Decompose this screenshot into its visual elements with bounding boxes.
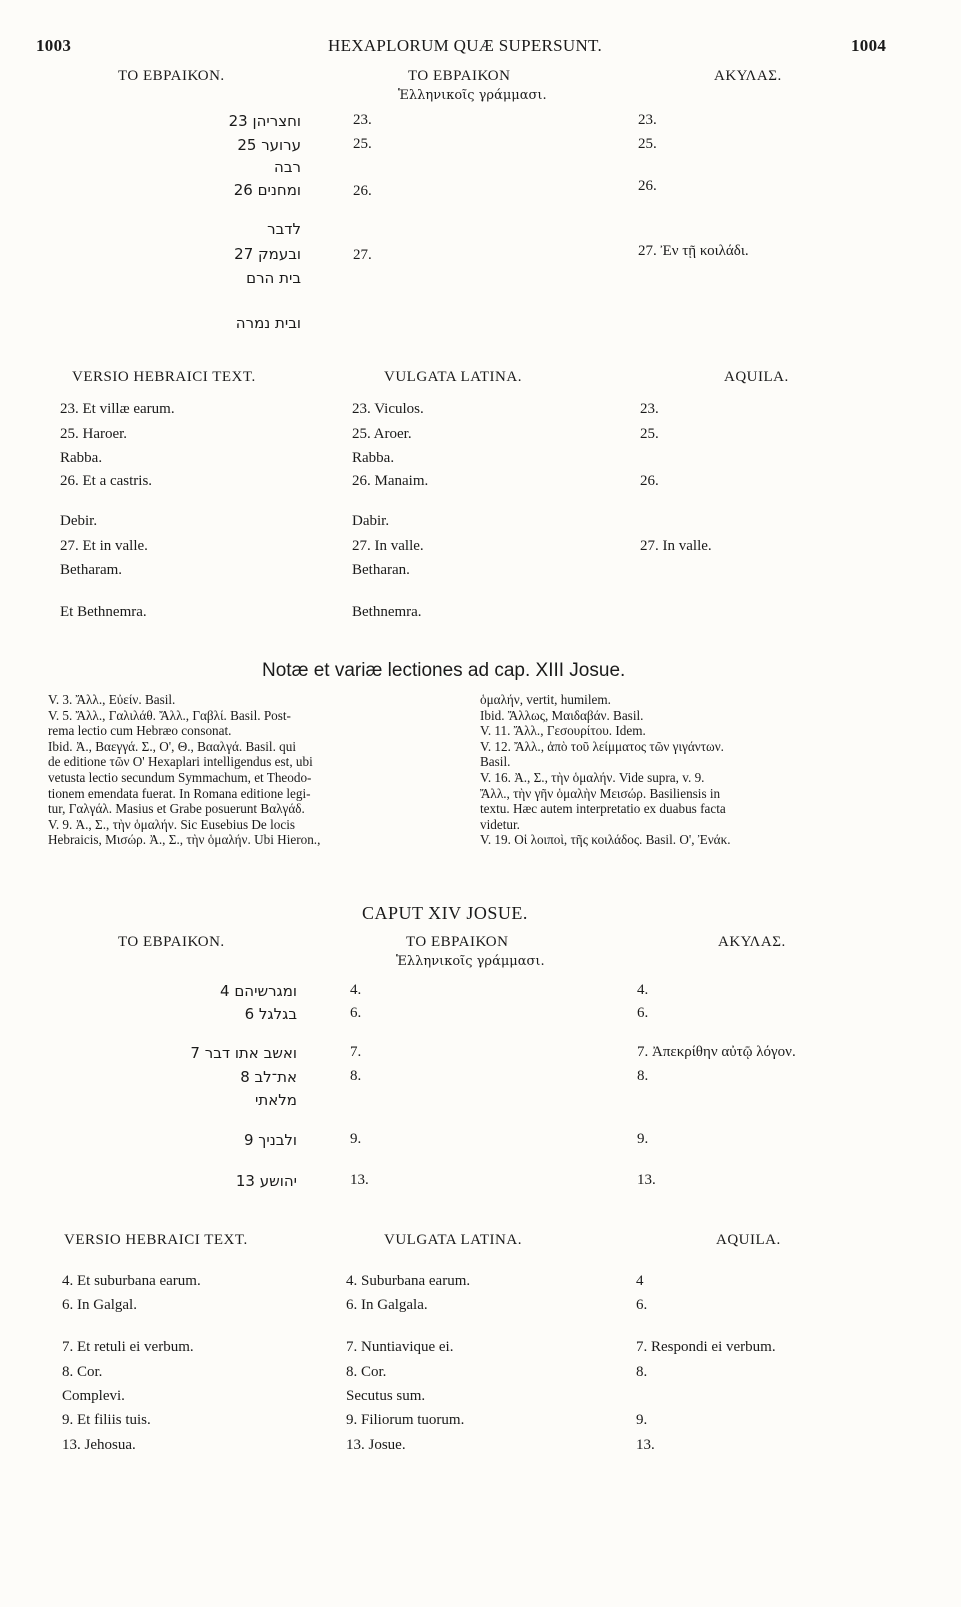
s2-aquila-line: 8. (637, 1068, 649, 1084)
s1-aquila-line: 25. (638, 136, 657, 152)
s2-aquila-latin-line: 9. (636, 1412, 648, 1428)
s2-vulgata-line: Secutus sum. (346, 1388, 426, 1404)
right-page-number: 1004 (851, 36, 887, 55)
s2-aquila-line: 9. (637, 1131, 649, 1147)
s2-greek-letters-col-heading: ΤΟ ΕΒΡΑΙΚΟΝ (406, 934, 509, 950)
s2-aquila-latin-line: 8. (636, 1364, 648, 1380)
s1-hebrew-line: לדבר (267, 220, 301, 238)
caput-heading: CAPUT XIV JOSUE. (362, 903, 528, 923)
s2-versio-line: 9. Et filiis tuis. (62, 1412, 151, 1428)
s1-hebrew-line: ובעמק 27 (234, 245, 301, 263)
s2-aquila-line: 13. (637, 1172, 656, 1188)
s2-hebrew-line: ומגרשיהם 4 (220, 982, 297, 1000)
s1-vulgata-col-heading: VULGATA LATINA. (384, 369, 522, 385)
note-line: V. 16. Ἀ., Σ., τὴν ὁμαλήν. Vide supra, v. 9. (480, 769, 705, 785)
s2-vulgata-line: 13. Josue. (346, 1437, 406, 1453)
note-line: ὁμαλήν, vertit, humilem. (480, 692, 611, 707)
s1-versio-line: 27. Et in valle. (60, 538, 148, 554)
note-line: V. 12. Ἄλλ., ἀπὸ τοῦ λείμματος τῶν γιγάντων. (480, 738, 724, 754)
s2-hebrew-col-heading: ΤΟ ΕΒΡΑΙΚΟΝ. (118, 934, 225, 950)
note-line: V. 9. Ἀ., Σ., τὴν ὁμαλήν. Sic Eusebius De locis (48, 816, 295, 832)
s2-vulgata-col-heading: VULGATA LATINA. (384, 1232, 522, 1248)
s1-vulgata-line: Dabir. (352, 513, 390, 529)
s2-versio-line: 6. In Galgal. (62, 1297, 137, 1313)
s2-hebrew-line: בגלגל 6 (244, 1005, 297, 1023)
note-line: tionem emendata fuerat. In Romana editione legi- (48, 785, 311, 801)
s2-versio-line: 7. Et retuli ei verbum. (62, 1339, 194, 1355)
s1-versio-line: Rabba. (60, 450, 103, 466)
s1-vulgata-line: Bethnemra. (352, 604, 422, 620)
s2-hebrew-line: את־לב 8 (240, 1068, 297, 1086)
s2-versio-line: 4. Et suburbana earum. (62, 1273, 201, 1289)
s1-aquila-line: 23. (638, 112, 657, 128)
s1-hebrew-col-heading: ΤΟ ΕΒΡΑΙΚΟΝ. (118, 68, 225, 84)
s2-vulgata-line: 9. Filiorum tuorum. (346, 1412, 465, 1428)
s2-aquila-line: 6. (637, 1005, 649, 1021)
s1-greek-letters-line: 25. (353, 136, 372, 152)
s1-versio-line: 26. Et a castris. (60, 473, 153, 489)
s1-versio-line: Et Bethnemra. (60, 604, 147, 620)
s2-versio-line: 8. Cor. (62, 1364, 103, 1380)
s1-versio-col-heading: VERSIO HEBRAICI TEXT. (72, 369, 256, 385)
s2-greek-letters-line: 13. (350, 1172, 369, 1188)
note-line: tur, Γαλγάλ. Masius et Grabe posuerunt Βαλγάδ. (48, 801, 305, 817)
note-line: rema lectio cum Hebræo consonat. (48, 723, 232, 739)
s1-vulgata-line: Betharan. (352, 562, 410, 578)
s2-greek-letters-line: 9. (350, 1131, 362, 1147)
s1-vulgata-line: 25. Aroer. (352, 426, 412, 442)
s2-greek-letters-line: 8. (350, 1068, 362, 1084)
s1-hebrew-line: ובית נמרה (235, 314, 301, 332)
notes-left-column (48, 692, 458, 848)
s1-hebrew-line: ערוער 25 (237, 136, 301, 154)
note-line: vetusta lectio secundum Symmachum, et Theodo- (48, 769, 312, 785)
s1-hebrew-line: ומחנים 26 (233, 181, 301, 199)
s2-greek-letters-line: 6. (350, 1005, 362, 1021)
s2-vulgata-line: 7. Nuntiavique ei. (346, 1339, 454, 1355)
s1-greek-letters-line: 23. (353, 112, 372, 128)
note-line: Ibid. Ἀ., Βαεγγά. Σ., Ο', Θ., Βααλγά. Basil. qui (48, 738, 297, 754)
notes-title: Notæ et variæ lectiones ad cap. XIII Josue. (262, 660, 626, 681)
s1-vulgata-line: Rabba. (352, 450, 395, 466)
s2-aquila-latin-line: 4 (636, 1273, 644, 1289)
s2-aquila-latin-line: 13. (636, 1437, 655, 1453)
s2-aquila-line: 7. Ἀπεκρίθην αὐτῷ λόγον. (637, 1044, 796, 1060)
s2-versio-line: Complevi. (62, 1388, 125, 1404)
note-line: Hebraicis, Μισώρ. Ἀ., Σ., τὴν ὁμαλήν. Ubi Hieron., (48, 832, 321, 848)
s1-aquila-col-heading: ΑΚΥΛΑΣ. (714, 68, 782, 84)
s1-versio-line: 23. Et villæ earum. (60, 401, 175, 417)
note-line: Ibid. Ἄλλως, Μαιδαβάν. Basil. (480, 707, 644, 723)
s2-aquila-col-heading: ΑΚΥΛΑΣ. (718, 934, 786, 950)
s2-versio-col-heading: VERSIO HEBRAICI TEXT. (64, 1232, 248, 1248)
s2-greek-letters-line: 4. (350, 982, 362, 998)
s1-aquila-line: 26. (638, 178, 657, 194)
s2-vulgata-line: 4. Suburbana earum. (346, 1273, 471, 1289)
s1-vulgata-line: 27. In valle. (352, 538, 424, 554)
note-line: Ἄλλ., τὴν γῆν ὁμαλὴν Μεισώρ. Basiliensis in (480, 785, 721, 801)
s2-vulgata-line: 8. Cor. (346, 1364, 387, 1380)
s1-aquila-latin-line: 27. In valle. (640, 538, 712, 554)
s1-vulgata-line: 26. Manaim. (352, 473, 429, 489)
note-line: de editione τῶν Ο' Hexaplari intelligendus est, ubi (48, 754, 313, 770)
s1-aquila-latin-line: 26. (640, 473, 659, 489)
note-line: Basil. (480, 754, 511, 770)
s1-hebrew-line: וחצריהן 23 (228, 112, 301, 130)
s1-greek-letters-col-heading: ΤΟ ΕΒΡΑΙΚΟΝ (408, 68, 511, 84)
s1-versio-line: Debir. (60, 513, 98, 529)
note-line: V. 11. Ἄλλ., Γεσουρίτου. Idem. (480, 723, 646, 739)
s1-aquila-line: 27. Ἐν τῇ κοιλάδι. (638, 243, 749, 259)
s2-aquila-latin-line: 7. Respondi ei verbum. (636, 1339, 776, 1355)
s1-vulgata-line: 23. Viculos. (352, 401, 424, 417)
s1-versio-line: 25. Haroer. (60, 426, 128, 442)
s1-aquila-latin-line: 25. (640, 426, 659, 442)
note-line: V. 19. Οἱ λοιποὶ, τῆς κοιλάδος. Basil. Ο', Ἐνάκ. (480, 832, 731, 848)
note-line: textu. Hæc autem interpretatio ex duabus facta (480, 801, 726, 817)
note-line: V. 5. Ἄλλ., Γαλιλάθ. Ἄλλ., Γαβλί. Basil. Post- (48, 707, 291, 723)
notes-right-column (480, 692, 900, 848)
s1-hebrew-line: רבה (274, 158, 301, 176)
s2-aquila-line: 4. (637, 982, 649, 998)
s1-hebrew-line: בית הרם (246, 269, 301, 287)
s1-greek-letters-line: 27. (353, 247, 372, 263)
s2-hebrew-line: מלאתי (255, 1091, 297, 1109)
note-line: V. 3. Ἄλλ., Εὐείν. Basil. (48, 692, 176, 707)
s2-hebrew-line: ולבניך 9 (243, 1131, 297, 1149)
s2-greek-letters-line: 7. (350, 1044, 362, 1060)
s1-aquila-latin-col-heading: AQUILA. (724, 369, 789, 385)
note-line: videtur. (480, 816, 520, 832)
left-page-number: 1003 (36, 36, 72, 55)
s2-greek-letters-col-subheading: Ἑλληνικοῖς γράμμασι. (396, 954, 545, 969)
s2-aquila-latin-col-heading: AQUILA. (716, 1232, 781, 1248)
s2-versio-line: 13. Jehosua. (62, 1437, 136, 1453)
s1-aquila-latin-line: 23. (640, 401, 659, 417)
s2-aquila-latin-line: 6. (636, 1297, 648, 1313)
s1-versio-line: Betharam. (60, 562, 123, 578)
s2-vulgata-line: 6. In Galgala. (346, 1297, 428, 1313)
s1-greek-letters-col-subheading: Ἑλληνικοῖς γράμμασι. (398, 88, 547, 103)
s2-hebrew-line: ואשב אתו דבר 7 (190, 1044, 297, 1062)
s1-greek-letters-line: 26. (353, 183, 372, 199)
s2-hebrew-line: יהושע 13 (235, 1172, 297, 1190)
running-title: HEXAPLORUM QUÆ SUPERSUNT. (328, 36, 603, 55)
